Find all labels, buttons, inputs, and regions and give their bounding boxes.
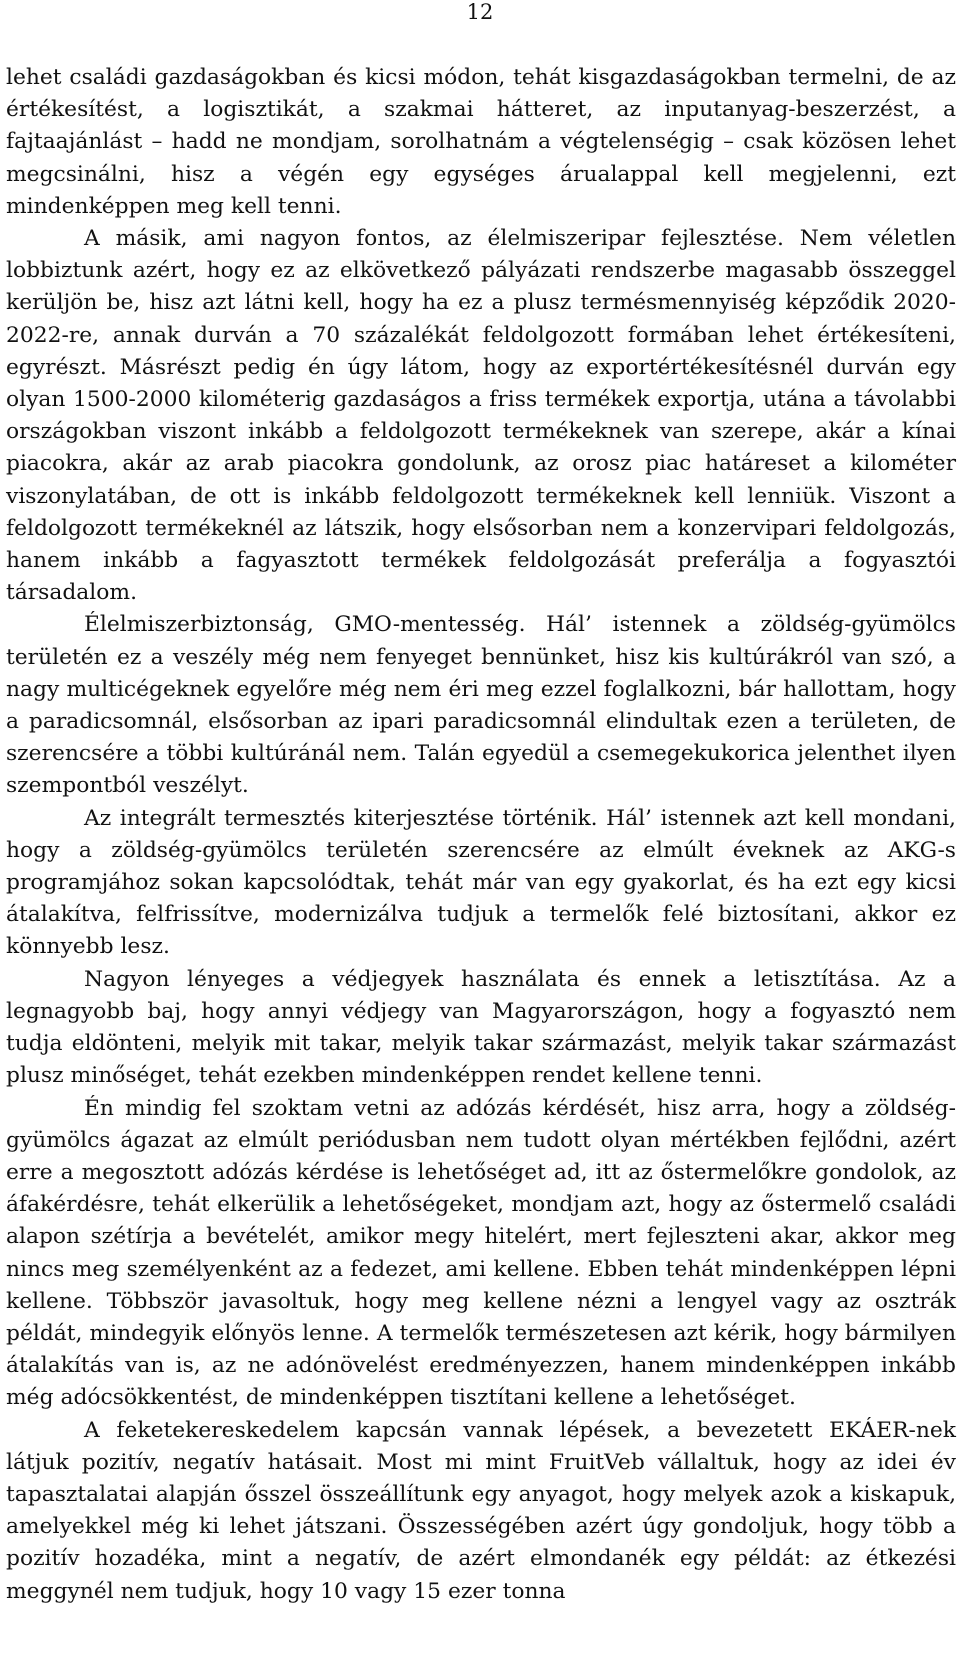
paragraph-5: Nagyon lényeges a védjegyek használata és ennek a letisztítása. Az a legnagyobb baj, hogy annyi védjegy van Magyarországon, hogy a fogyasztó nem tudja eldönteni, melyik mit takar, melyik takar származást, melyik takar származást plusz minőséget, tehát ezekben mindenképpen rendet kellene tenni. [6, 966, 956, 1089]
paragraph-7: A feketekereskedelem kapcsán vannak lépések, a bevezetett EKÁER-nek látjuk pozitív, negatív hatásait. Most mi mint FruitVeb vállaltuk, hogy az idei év tapasztalatai alapján ősszel összeállítunk egy anyagot, hogy melyek azok a kiskapuk, amelyekkel még ki lehet játszani. Összességében azért úgy gondoljuk, hogy több a pozitív hozadéka, mint a negatív, de azért elmondanék egy példát: az étkezési meggynél nem tudjuk, hogy 10 vagy 15 ezer tonna [6, 1417, 956, 1604]
paragraph-1: lehet családi gazdaságokban és kicsi módon, tehát kisgazdaságokban termelni, de az értékesítést, a logisztikát, a szakmai hátteret, az inputanyag-beszerzést, a fajtaajánlást – hadd ne mondjam, sorolhatnám a végtelenségig – csak közösen lehet megcsinálni, hisz a végén egy egységes árualappal kell megjelenni, ezt mindenképpen meg kell tenni. [6, 65, 956, 219]
paragraph-3: Élelmiszerbiztonság, GMO-mentesség. Hál’ istennek a zöldség-gyümölcs területén ez a veszély még nem fenyeget bennünket, hisz kis kultúrákról van szó, a nagy multicégeknek egyelőre még nem éri meg ezzel foglalkozni, bár hallottam, hogy a paradicsomnál, elsősorban az ipari paradicsomnál elindultak ezen a területen, de szerencsére a többi kultúránál nem. Talán egyedül a csemegekukorica jelenthet ilyen szempontból veszélyt. [6, 612, 956, 799]
page-number: 12 [466, 0, 494, 24]
document-body [6, 62, 956, 1608]
paragraph-6: Én mindig fel szoktam vetni az adózás kérdését, hisz arra, hogy a zöldség-gyümölcs ágazat az elmúlt periódusban nem tudott olyan mértékben fejlődni, azért erre a megosztott adózás kérdése is lehetőséget ad, itt az őstermelőkre gondolok, az áfakérdésre, tehát elkerülik a lehetőségeket, mondjam azt, hogy az őstermelő családi alapon szétírja a bevételét, amikor megy hitelért, mert fejleszteni akar, akkor meg nincs meg személyenként az a fedezet, ami kellene. Ebben tehát mindenképpen lépni kellene. Többször javasoltuk, hogy meg kellene nézni a lengyel vagy az osztrák példát, mindegyik előnyös lenne. A termelők természetesen azt kérik, hogy bármilyen átalakítás van is, az ne adónövelést eredményezzen, hanem mindenképpen inkább még adócsökkentést, de mindenképpen tisztítani kellene a lehetőséget. [6, 1095, 956, 1411]
paragraph-4: Az integrált termesztés kiterjesztése történik. Hál’ istennek azt kell mondani, hogy a zöldség-gyümölcs területén szerencsére az elmúlt éveknek az AKG-s programjához sokan kapcsolódtak, tehát már van egy gyakorlat, és ha ezt egy kicsi átalakítva, felfrissítve, modernizálva tudjuk a termelők felé biztosítani, akkor ez könnyebb lesz. [6, 805, 956, 960]
paragraph-2: A másik, ami nagyon fontos, az élelmiszeripar fejlesztése. Nem véletlen lobbiztunk azért, hogy ez az elkövetkező pályázati rendszerbe magasabb összeggel kerüljön be, hisz azt látni kell, hogy ha ez a plusz termésmennyiség képződik 2020-2022-re, annak durván a 70 százalékát feldolgozott formában lehet értékesíteni, egyrészt. Másrészt pedig én úgy látom, hogy az exportértékesítésnél durván egy olyan 1500-2000 kilométerig gazdaságos a friss termékek exportja, utána a távolabbi országokban viszont inkább a feldolgozott termékeknek van szerepe, akár a kínai piacokra, akár az arab piacokra gondolunk, az orosz piac határeset a kilométer viszonylatában, de ott is inkább feldolgozott termékeknek kell lenniük. Viszont a feldolgozott termékeknél az látszik, hogy elsősorban nem a konzervipari feldolgozás, hanem inkább a fagyasztott termékek feldolgozását preferálja a fogyasztói társadalom. [6, 226, 956, 606]
